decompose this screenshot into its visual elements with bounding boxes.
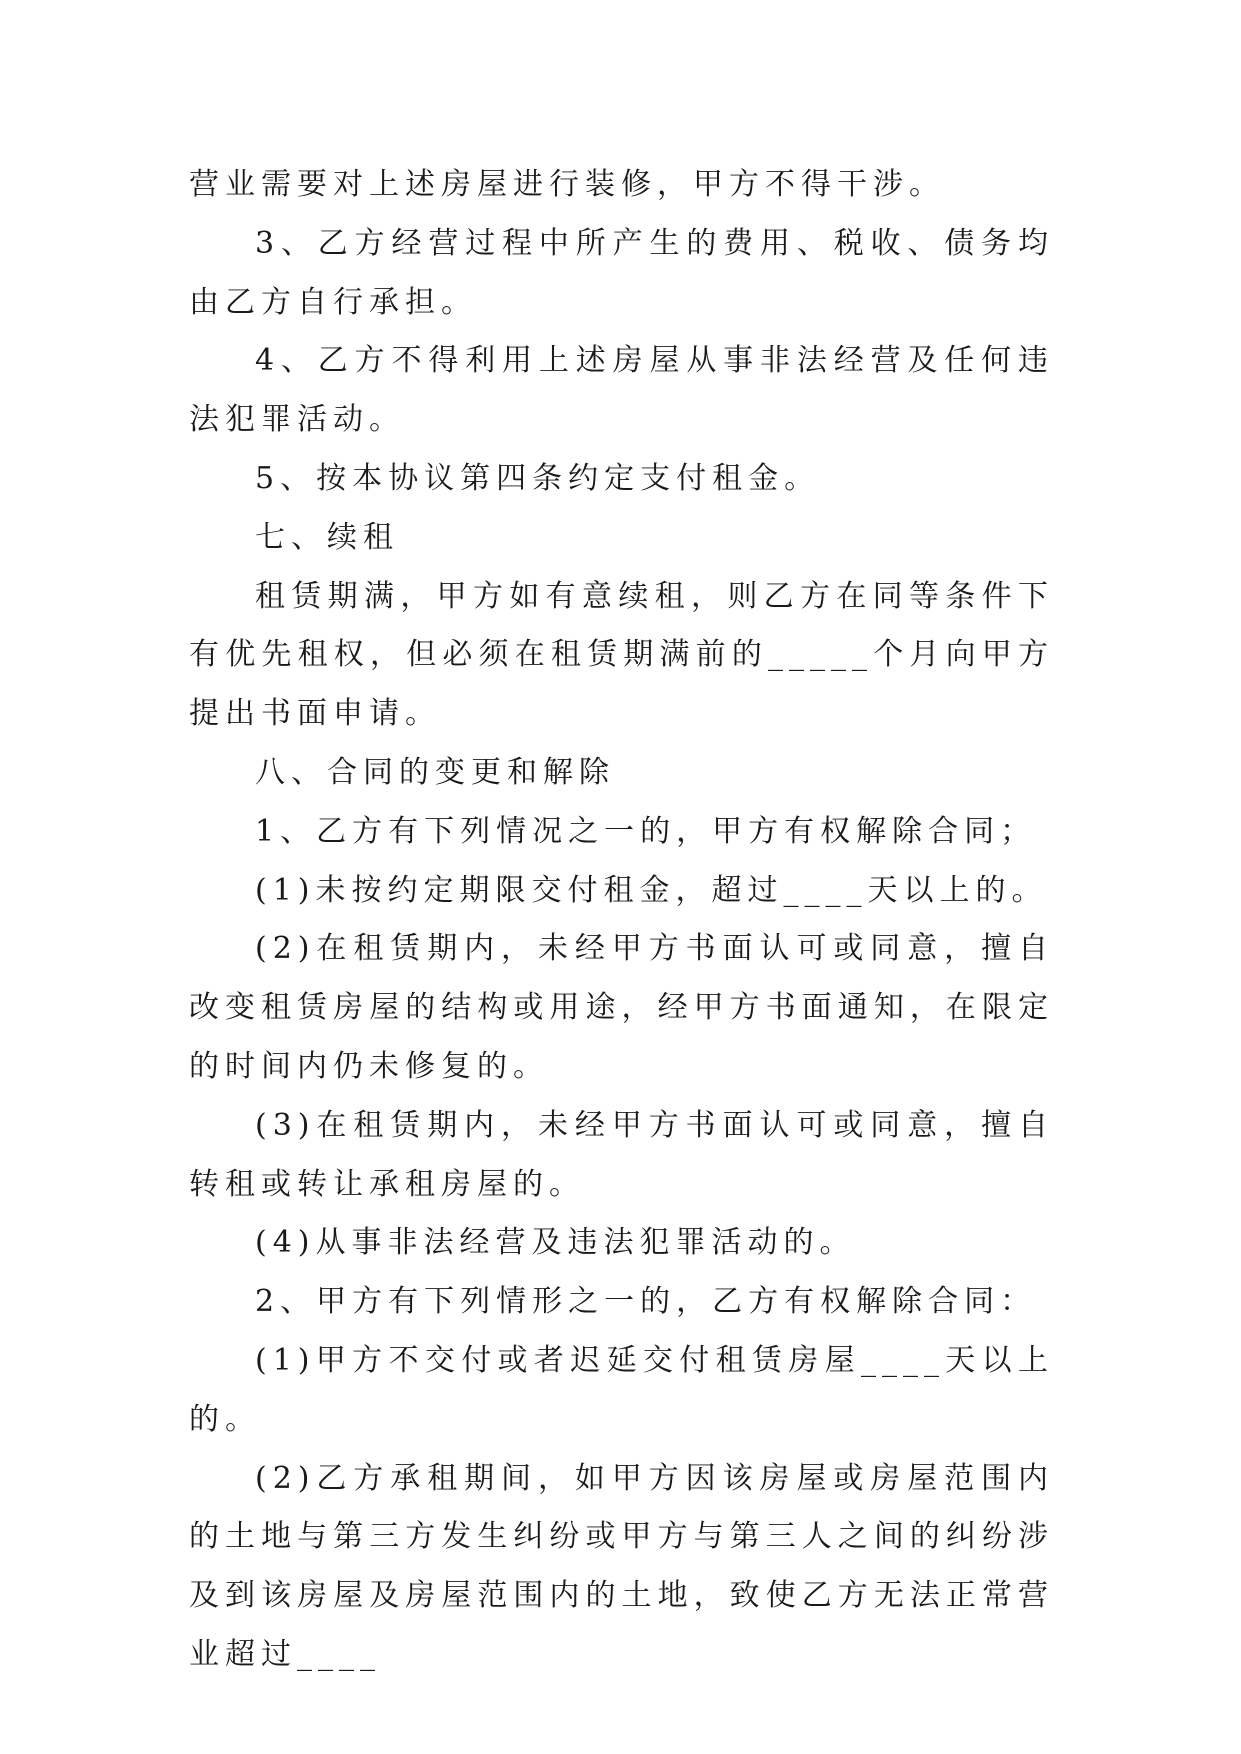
paragraph: (4)从事非法经营及违法犯罪活动的。 — [255, 1225, 856, 1261]
paragraph: 租赁期满，甲方如有意续租，则乙方在同等条件下有优先租权，但必须在租赁期满前的_____个月向甲方提出书面申请。 — [189, 578, 1054, 732]
section-heading: 七、续租 — [255, 519, 399, 555]
paragraph: (3)在租赁期内，未经甲方书面认可或同意，擅自转租或转让承租房屋的。 — [189, 1107, 1054, 1202]
paragraph: (2)在租赁期内，未经甲方书面认可或同意，擅自改变租赁房屋的结构或用途，经甲方书面通知，在限定的时间内仍未修复的。 — [189, 931, 1054, 1084]
paragraph: 4、乙方不得利用上述房屋从事非法经营及任何违法犯罪活动。 — [189, 343, 1054, 438]
section-heading: 八、合同的变更和解除 — [255, 754, 615, 790]
document-body — [189, 156, 1054, 1685]
paragraph: 营业需要对上述房屋进行装修，甲方不得干涉。 — [189, 167, 945, 202]
paragraph: 5、按本协议第四条约定支付租金。 — [255, 460, 821, 496]
paragraph: (1)未按约定期限交付租金，超过____天以上的。 — [255, 872, 1048, 908]
paragraph: (2)乙方承租期间，如甲方因该房屋或房屋范围内的土地与第三方发生纠纷或甲方与第三人之间的纠纷涉及到该房屋及房屋范围内的土地，致使乙方无法正常营业超过____ — [189, 1460, 1054, 1672]
paragraph: (1)甲方不交付或者迟延交付租赁房屋____天以上的。 — [189, 1342, 1054, 1437]
paragraph: 2、甲方有下列情形之一的，乙方有权解除合同： — [255, 1284, 1037, 1320]
paragraph: 3、乙方经营过程中所产生的费用、税收、债务均由乙方自行承担。 — [189, 225, 1054, 320]
paragraph: 1、乙方有下列情况之一的，甲方有权解除合同； — [255, 813, 1037, 849]
